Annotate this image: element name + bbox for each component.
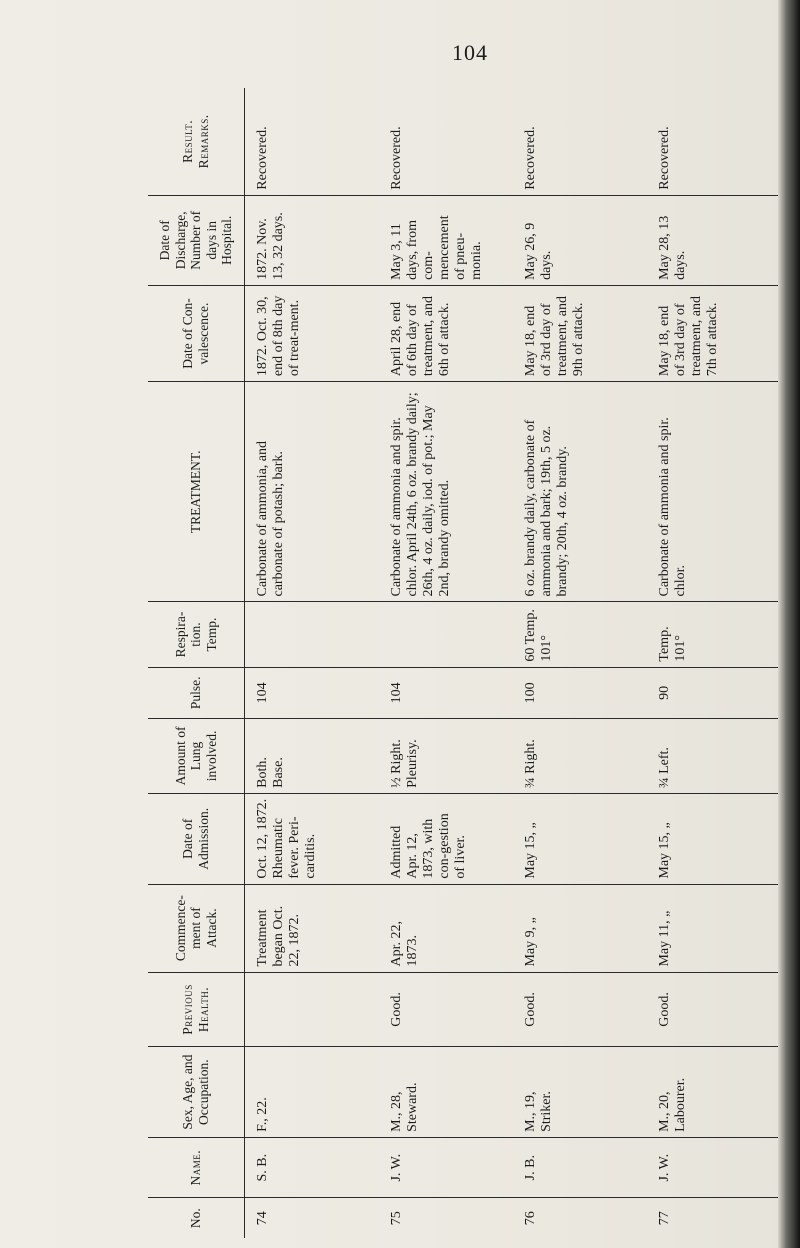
cell-result: Recovered. (657, 126, 672, 190)
cell-respiration (245, 602, 380, 667)
cell-admission: Admitted Apr. 12, 1873, with con-gestion of liver. (379, 793, 513, 884)
cell-no: 75 (379, 1198, 513, 1238)
table-row (245, 88, 380, 1238)
cell-previous-health: Good. (647, 972, 781, 1047)
cell-commencement: May 11, „ (647, 884, 781, 972)
cell-result: Recovered. (255, 126, 270, 190)
cell-treatment: Carbonate of ammonia and spir. chlor. (647, 382, 781, 602)
cell-treatment: Carbonate of ammonia, and carbonate of potash; bark. (245, 382, 380, 602)
case-table-rotated (148, 88, 758, 1238)
header-no: No. (148, 1198, 245, 1238)
book-spine-shadow (778, 0, 800, 1248)
cell-pulse: 104 (379, 667, 513, 718)
cell-convalescence: 1872. Oct. 30, end of 8th day of treat-ment. (245, 285, 380, 381)
cell-admission: Oct. 12, 1872. Rheumatic fever. Peri-carditis. (245, 793, 380, 884)
page-number: 104 (452, 40, 488, 65)
cell-previous-health: Good. (513, 972, 647, 1047)
cell-pulse: 104 (245, 667, 380, 718)
cell-result: Recovered. (389, 126, 404, 190)
cell-result: Recovered. (523, 126, 538, 190)
table-row (647, 88, 781, 1238)
cell-lung: ¾ Left. (647, 719, 781, 794)
cell-convalescence: May 18, end of 3rd day of treatment, and 7th of attack. (647, 285, 781, 381)
cell-discharge: May 26, 9 days. (513, 195, 647, 285)
cell-no: 74 (245, 1198, 380, 1238)
header-convalescence: Date of Con-valescence. (148, 285, 245, 381)
header-sex-age-occupation: Sex, Age, and Occupation. (148, 1047, 245, 1138)
header-commencement: Commence-ment of Attack. (148, 884, 245, 972)
cell-lung: Both. Base. (245, 719, 380, 794)
header-lung: Amount of Lung involved. (148, 719, 245, 794)
cell-no: 76 (513, 1198, 647, 1238)
cell-discharge: May 3, 11 days, from com-mencement of pneu-monia. (379, 195, 513, 285)
cell-convalescence: May 18, end of 3rd day of treatment, and 9th of attack. (513, 285, 647, 381)
header-result: Result. Remarks. (180, 114, 211, 169)
cell-pulse: 100 (513, 667, 647, 718)
cell-sex: M., 28, Steward. (379, 1047, 513, 1138)
cell-lung: ¾ Right. (513, 719, 647, 794)
cell-lung: ½ Right. Pleurisy. (379, 719, 513, 794)
header-treatment: TREATMENT. (148, 382, 245, 602)
cell-respiration: 60 Temp. 101° (513, 602, 647, 667)
table-row (379, 88, 513, 1238)
cell-sex: M., 19, Striker. (513, 1047, 647, 1138)
cell-respiration (379, 602, 513, 667)
cell-commencement: Apr. 22, 1873. (379, 884, 513, 972)
cell-previous-health: Good. (379, 972, 513, 1047)
cell-admission: May 15, „ (513, 793, 647, 884)
table-row (513, 88, 647, 1238)
header-name: Name. (148, 1137, 245, 1198)
table-header-row (148, 88, 245, 1238)
header-respiration: Respira-tion. Temp. (148, 602, 245, 667)
header-previous-health: Previous Health. (148, 972, 245, 1047)
cell-admission: May 15, „ (647, 793, 781, 884)
cell-discharge: 1872. Nov. 13, 32 days. (245, 195, 380, 285)
cell-respiration: Temp. 101° (647, 602, 781, 667)
cell-pulse: 90 (647, 667, 781, 718)
cell-name: J. B. (513, 1137, 647, 1198)
header-admission: Date of Admission. (148, 793, 245, 884)
cell-sex: F., 22. (245, 1047, 380, 1138)
cell-commencement: May 9, „ (513, 884, 647, 972)
cell-treatment: 6 oz. brandy daily, carbonate of ammonia and bark; 19th, 5 oz. brandy; 20th, 4 oz. brandy. (513, 382, 647, 602)
header-discharge: Date of Discharge, Number of days in Hospital. (148, 195, 245, 285)
header-pulse: Pulse. (148, 667, 245, 718)
cell-discharge: May 28, 13 days. (647, 195, 781, 285)
cell-commencement: Treatment began Oct. 22, 1872. (245, 884, 380, 972)
cell-name: J. W. (647, 1137, 781, 1198)
cell-convalescence: April 28, end of 6th day of treatment, and 6th of attack. (379, 285, 513, 381)
cell-name: J. W. (379, 1137, 513, 1198)
cell-sex: M., 20, Labourer. (647, 1047, 781, 1138)
cell-previous-health (245, 972, 380, 1047)
cell-no: 77 (647, 1198, 781, 1238)
cell-treatment: Carbonate of ammonia and spir. chlor. April 24th, 6 oz. brandy daily; 26th, 4 oz. daily, iod. of pot.; May 2nd, brandy omitted. (379, 382, 513, 602)
case-table (148, 88, 781, 1238)
cell-name: S. B. (245, 1137, 380, 1198)
